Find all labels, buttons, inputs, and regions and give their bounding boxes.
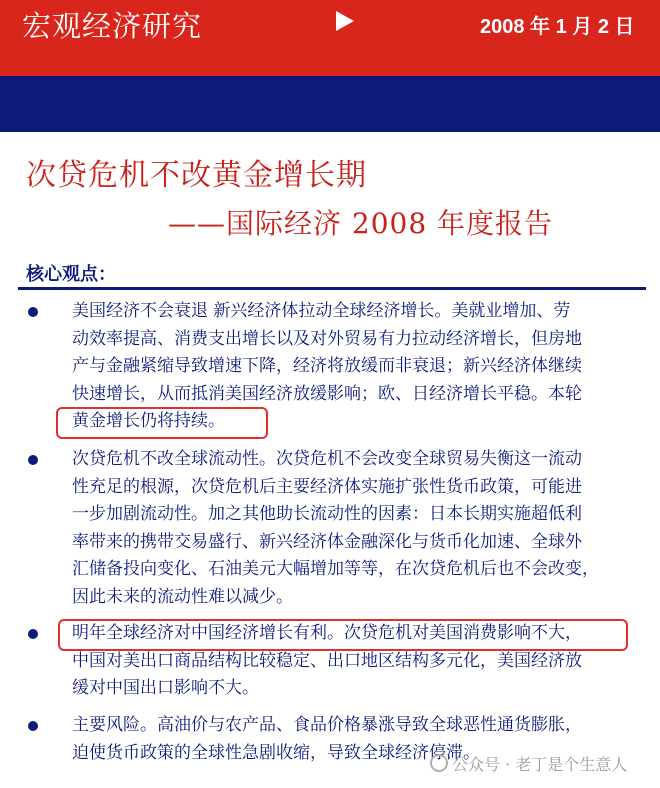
text-line: 因此未来的流动性难以减少。 [72,586,293,607]
highlight-box [56,407,268,439]
text-line: 性充足的根源，次贷危机后主要经济体实施扩张性货币政策，可能进 [72,476,582,497]
bullet-icon [28,629,38,639]
core-views-label: 核心观点： [26,264,116,285]
text-line: 主要风险。高油价与农产品、食品价格暴涨导致全球恶性通货膨胀， [72,715,582,735]
text-line: 迫使货币政策的全球性急剧收缩，导致全球经济停滞。 [72,742,480,763]
bullet-icon [28,721,38,731]
report-subheadline: ——国际经济 2008 年度报告 [168,207,554,240]
watermark [430,752,627,775]
text-line: 产与金融紧缩导致增速下降，经济将放缓而非衰退；新兴经济体继续 [72,356,582,376]
text-line: 明年全球经济对中国经济增长有利。次贷危机对美国消费影响不大， [72,623,582,643]
text-line: 缓对中国出口影响不大。 [72,678,259,698]
highlight-box [58,619,628,651]
bullet-icon [28,307,38,317]
text-line: 一步加剧流动性。加之其他助长流动性的因素：日本长期实施超低利 [72,504,582,524]
report-headline: 次贷危机不改黄金增长期 [26,158,367,193]
text-line: 快速增长，从而抵消美国经济放缓影响；欧、日经济增长平稳。本轮 [72,383,582,404]
text-line: 率带来的携带交易盛行、新兴经济体金融深化与货币化加速、全球外 [72,531,582,552]
bullet-icon [28,455,38,465]
play-arrow-icon [336,11,354,31]
list-item [72,446,642,611]
report-series-title: 宏观经济研究 [22,9,203,43]
report-date: 2008 年 1 月 2 日 [480,16,635,38]
header-bar [0,0,660,48]
blue-banner [0,76,660,132]
wechat-icon [430,754,448,772]
text-line: 美国经济不会衰退 新兴经济体拉动全球经济增长。美就业增加、劳 [72,301,571,321]
header-band [0,48,660,76]
watermark-text: 公众号 · 老丁是个生意人 [452,755,628,774]
text-line: 汇储备投向变化、石油美元大幅增加等等，在次贷危机后也不会改变， [72,559,599,579]
text-line: 动效率提高、消费支出增长以及对外贸易有力拉动经济增长，但房地 [72,328,582,349]
text-line: 中国对美出口商品结构比较稳定、出口地区结构多元化，美国经济放 [72,650,582,671]
divider [18,287,646,290]
text-line: 次贷危机不改全球流动性。次贷危机不会改变全球贸易失衡这一流动 [72,449,582,469]
text-line: 黄金增长仍将持续。 [72,411,225,431]
